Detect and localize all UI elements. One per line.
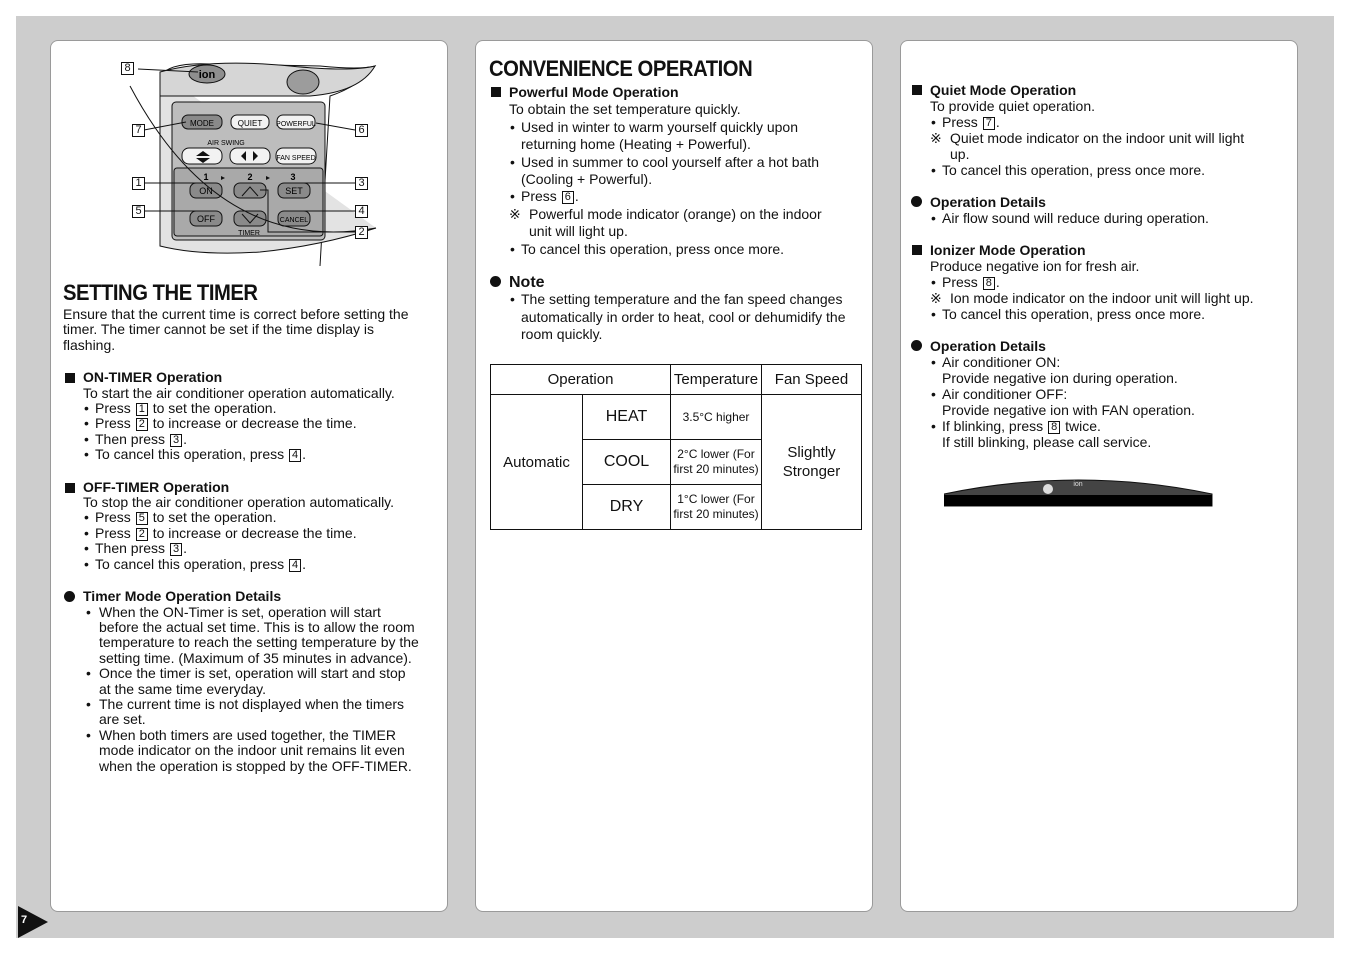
remote-step-3: 3 bbox=[290, 172, 296, 182]
timer-details-heading: Timer Mode Operation Details bbox=[63, 589, 438, 604]
ionizer-detail-item: • Air conditioner OFF: Provide negative ion with FAN operation. bbox=[930, 386, 1290, 418]
note-heading: Note bbox=[489, 274, 869, 291]
remote-fan-speed-label: FAN SPEED bbox=[276, 155, 316, 162]
timer-detail-item: • Once the timer is set, operation will start and stop at the same time everyday. bbox=[85, 666, 438, 697]
ionizer-details-heading: Operation Details bbox=[910, 338, 1290, 354]
remote-step-2: 2 bbox=[247, 172, 253, 182]
quiet-step: • Press 7 . bbox=[930, 114, 1290, 130]
table-cell-fan: Slightly Stronger bbox=[762, 395, 862, 530]
on-timer-step: • To cancel this operation, press 4 . bbox=[83, 447, 438, 462]
on-timer-step: • Press 2 to increase or decrease the time. bbox=[83, 416, 438, 431]
note-text: • The setting temperature and the fan speed changes automatically in order to heat, cool or dehumidify the room quickly. bbox=[509, 291, 869, 343]
powerful-cancel: • To cancel this operation, press once more. bbox=[509, 241, 869, 258]
table-header-operation: Operation bbox=[491, 365, 671, 395]
callout-8: 8 bbox=[121, 62, 134, 75]
ionizer-indicator-note: ※ Ion mode indicator on the indoor unit will light up. bbox=[930, 290, 1254, 306]
indoor-unit-ion-label: ion bbox=[1073, 481, 1083, 488]
table-cell-temp: 2°C lower (For first 20 minutes) bbox=[671, 440, 762, 485]
callout-7: 7 bbox=[132, 124, 145, 137]
remote-timer-label: TIMER bbox=[238, 230, 260, 237]
on-timer-step: • Then press 3 . bbox=[83, 432, 438, 447]
off-timer-step: • Press 2 to increase or decrease the time. bbox=[83, 526, 438, 541]
powerful-heading: Powerful Mode Operation bbox=[489, 84, 869, 101]
timer-detail-item: • When both timers are used together, the TIMER mode indicator on the indoor unit remains lit even when the operation is stopped by the OFF-TIMER. bbox=[85, 728, 438, 774]
timer-intro-line: flashing. bbox=[63, 336, 116, 353]
remote-on-label: ON bbox=[199, 186, 213, 196]
remote-cancel-label: CANCEL bbox=[279, 217, 309, 224]
timer-title: SETTING THE TIMER bbox=[63, 280, 258, 305]
powerful-indicator-note: ※ Powerful mode indicator (orange) on the indoor unit will light up. bbox=[509, 205, 822, 240]
table-cell-mode: DRY bbox=[583, 485, 671, 530]
callout-2: 2 bbox=[355, 226, 368, 239]
off-timer-step: • Press 5 to set the operation. bbox=[83, 510, 438, 525]
quiet-desc: To provide quiet operation. bbox=[930, 98, 1095, 114]
quiet-ionizer-content bbox=[910, 82, 1290, 450]
powerful-bullet: • Used in winter to warm yourself quickly upon returning home (Heating + Powerful). bbox=[509, 119, 869, 154]
ionizer-detail-item: • Air conditioner ON: Provide negative ion during operation. bbox=[930, 354, 1290, 386]
callout-6: 6 bbox=[355, 124, 368, 137]
convenience-title: CONVENIENCE OPERATION bbox=[489, 56, 753, 81]
on-timer-desc: To start the air conditioner operation automatically. bbox=[83, 384, 395, 401]
indoor-unit-display-illustration bbox=[944, 474, 1214, 508]
table-cell-temp: 1°C lower (For first 20 minutes) bbox=[671, 485, 762, 530]
convenience-content bbox=[489, 84, 869, 344]
timer-intro-line: Ensure that the current time is correct before setting the bbox=[63, 306, 409, 322]
callout-3: 3 bbox=[355, 177, 368, 190]
table-cell-automatic: Automatic bbox=[491, 395, 583, 530]
quiet-details: • Air flow sound will reduce during operation. bbox=[930, 210, 1290, 226]
ionizer-detail-item: • If blinking, press 8 twice. If still blinking, please call service. bbox=[930, 418, 1290, 450]
on-timer-heading: ON-TIMER Operation bbox=[63, 370, 438, 385]
powerful-mode-table bbox=[490, 364, 862, 530]
remote-mode-label: MODE bbox=[190, 119, 214, 128]
ionizer-cancel: • To cancel this operation, press once more. bbox=[930, 306, 1290, 322]
on-timer-step: • Press 1 to set the operation. bbox=[83, 401, 438, 416]
remote-powerful-label: POWERFUL bbox=[276, 121, 316, 128]
table-header-fan-speed: Fan Speed bbox=[762, 365, 862, 395]
remote-step-1: 1 bbox=[203, 172, 209, 182]
remote-set-label: SET bbox=[285, 186, 303, 196]
table-cell-mode: HEAT bbox=[583, 395, 671, 440]
powerful-bullet: • Press 6 . bbox=[509, 188, 869, 205]
ionizer-heading: Ionizer Mode Operation bbox=[910, 242, 1290, 258]
quiet-details-heading: Operation Details bbox=[910, 194, 1290, 210]
remote-ion-label: ion bbox=[198, 69, 216, 81]
table-cell-mode: COOL bbox=[583, 440, 671, 485]
off-timer-step: • To cancel this operation, press 4 . bbox=[83, 557, 438, 572]
ionizer-desc: Produce negative ion for fresh air. bbox=[930, 258, 1140, 274]
powerful-desc: To obtain the set temperature quickly. bbox=[509, 101, 741, 118]
table-header-temperature: Temperature bbox=[671, 365, 762, 395]
page-number: 7 bbox=[21, 914, 28, 926]
off-timer-heading: OFF-TIMER Operation bbox=[63, 480, 438, 495]
off-timer-desc: To stop the air conditioner operation automatically. bbox=[83, 494, 395, 511]
timer-detail-item: • The current time is not displayed when the timers are set. bbox=[85, 697, 438, 728]
page-number-tab bbox=[18, 906, 48, 938]
timer-content bbox=[63, 307, 438, 774]
timer-detail-item: • When the ON-Timer is set, operation will start before the actual set time. This is to allow the room temperature to reach the setting temperature by the setting time. (Maximum of 35 minutes in advance). bbox=[85, 605, 438, 667]
remote-off-label: OFF bbox=[197, 214, 215, 224]
callout-5: 5 bbox=[132, 205, 145, 218]
quiet-cancel: • To cancel this operation, press once more. bbox=[930, 162, 1290, 178]
remote-control-illustration bbox=[60, 56, 440, 266]
powerful-bullet: • Used in summer to cool yourself after a hot bath (Cooling + Powerful). bbox=[509, 154, 869, 189]
timer-intro-line: timer. The timer cannot be set if the time display is bbox=[63, 321, 374, 338]
remote-quiet-label: QUIET bbox=[237, 119, 263, 128]
callout-4: 4 bbox=[355, 205, 368, 218]
callout-1: 1 bbox=[132, 177, 145, 190]
table-cell-temp: 3.5°C higher bbox=[671, 395, 762, 440]
ionizer-step: • Press 8 . bbox=[930, 274, 1290, 290]
quiet-heading: Quiet Mode Operation bbox=[910, 82, 1290, 98]
remote-air-swing-label: AIR SWING bbox=[207, 140, 245, 147]
quiet-indicator-note: ※ Quiet mode indicator on the indoor unit will light up. bbox=[930, 130, 1245, 162]
off-timer-step: • Then press 3 . bbox=[83, 541, 438, 556]
